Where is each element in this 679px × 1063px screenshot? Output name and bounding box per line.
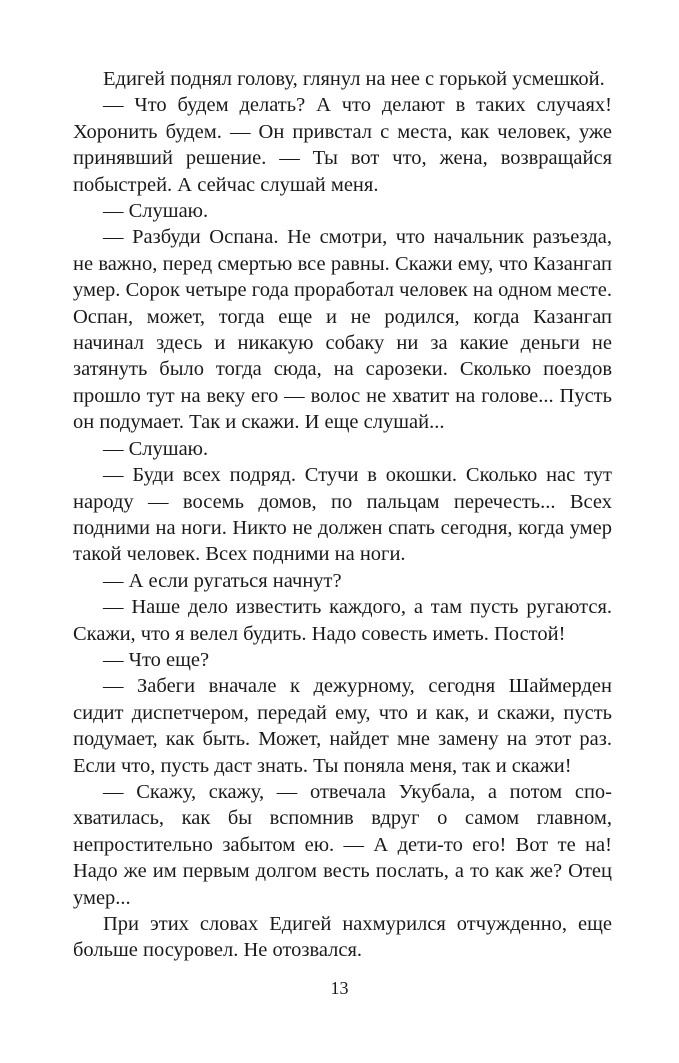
page-number: 13 [330,978,349,998]
paragraph-9: — Что еще? [103,648,210,671]
paragraph-2: — Что будем делать? А что делают в таких случаях! Хоронить будем. — Он привстал с места, как человек, уже принявший решение. — Ты вот что, жена, возвращайся побыстрей. А сейчас слушай меня. [73,94,612,196]
paragraph-1: Едигей поднял голову, глянул на нее с горькой усмешкой. [103,68,605,90]
paragraph-7: — А если ругаться начнут? [103,569,342,592]
paragraph-11: — Скажу, скажу, — отвечала Укубала, а потом спохватилась, как бы вспомнив вдруг о самом главном, непростительно забытом ею. — А дети-то его! Вот те на! Надо же им первым долгом весть послать, а то как же? Отец умер... [73,780,612,909]
paragraph-5: — Слушаю. [103,437,209,460]
paragraph-8: — Наше дело известить каждого, а там пусть ругаются. Скажи, что я велел будить. Надо совесть иметь. Постой! [73,596,612,645]
paragraph-12: При этих словах Едигей нахмурился отчужденно, еще больше посуровел. Не отозвался. [73,913,612,962]
paragraph-6: — Буди всех подряд. Стучи в окошки. Сколько нас тут народу — восемь домов, по пальцам перечесть... Всех подними на ноги. Никто не должен спать сегодня, когда умер такой человек. Всех подними на ноги. [73,464,612,566]
book-page-text [73,66,612,964]
paragraph-4: — Разбуди Оспана. Не смотри, что начальник разъезда, не важно, перед смертью все равны. Скажи ему, что Казангап умер. Сорок четыре года проработал человек на одном месте. Оспан, может, тогда еще и не родился, когда Казангап начинал здесь и никакую собаку ни за какие деньги не затянуть было тогда сюда, на сарозеки. Сколько поездов прошло тут на веку его — волос не хватит на голове... Пусть он подумает. Так и скажи. И еще слушай... [73,226,612,434]
paragraph-3: — Слушаю. [103,200,209,223]
paragraph-10: — Забеги вначале к дежурному, сегодня Шаймерден сидит диспетчером, передай ему, что и как, и скажи, пусть подумает, как быть. Может, найдет мне замену на этот раз. Если что, пусть даст знать. Ты поняла меня, так и скажи! [73,675,612,777]
